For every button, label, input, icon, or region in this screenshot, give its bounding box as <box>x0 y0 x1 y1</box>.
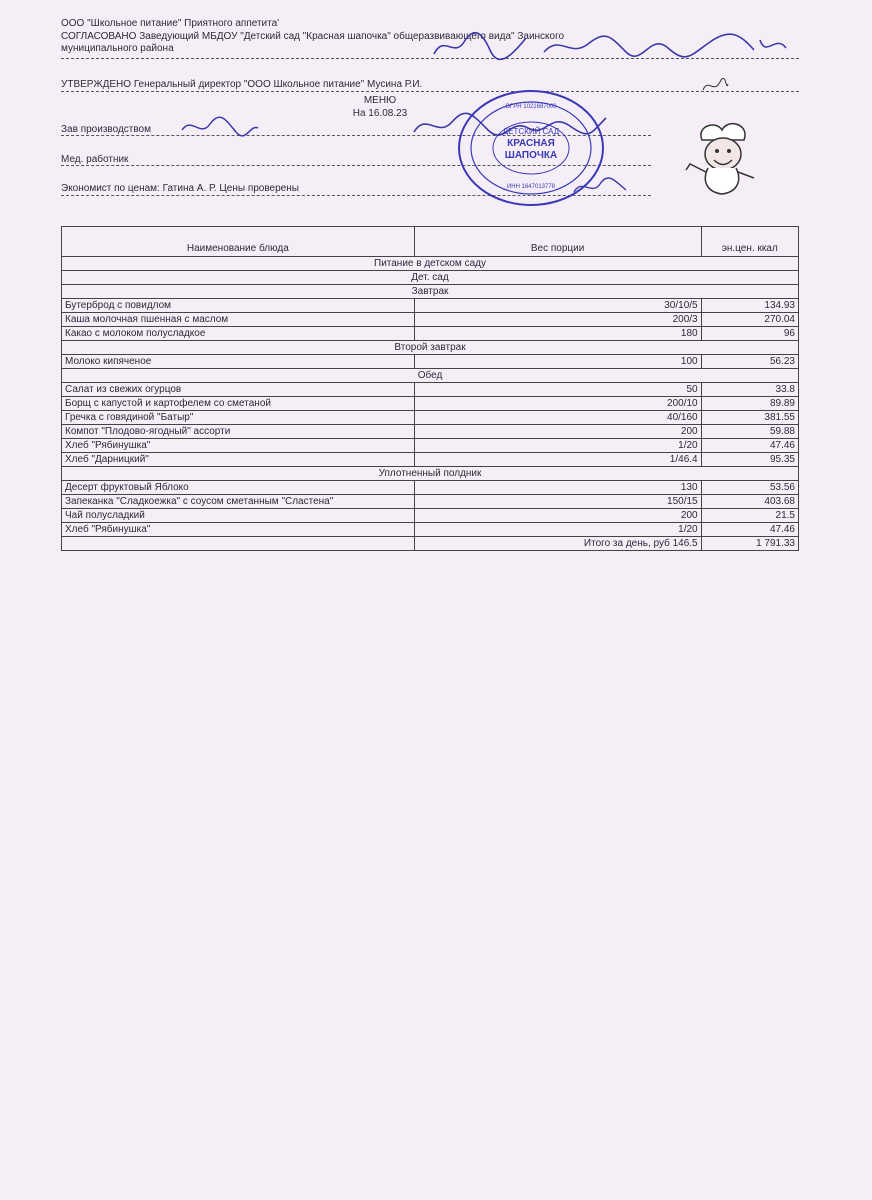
dish-weight: 40/160 <box>414 411 701 425</box>
table-row <box>62 355 799 369</box>
table-row <box>62 425 799 439</box>
dish-weight: 30/10/5 <box>414 299 701 313</box>
header-portion-weight: Вес порции <box>414 227 701 257</box>
dish-kcal: 134.93 <box>701 299 798 313</box>
section-title-sub: Дет. сад <box>62 271 799 285</box>
signature-agreed-2 <box>540 28 790 64</box>
table-row <box>62 327 799 341</box>
chef-logo <box>672 118 772 198</box>
dish-name: Гречка с говядиной "Батыр" <box>62 411 415 425</box>
meal-title: Второй завтрак <box>62 341 799 355</box>
signature-agreed-1 <box>430 28 530 64</box>
dish-name: Каша молочная пшенная с маслом <box>62 313 415 327</box>
dish-weight: 150/15 <box>414 495 701 509</box>
dish-weight: 50 <box>414 383 701 397</box>
meal-title: Завтрак <box>62 285 799 299</box>
agreed-line-2: муниципального района <box>61 43 174 54</box>
section-title-main: Питание в детском саду <box>62 257 799 271</box>
table-row <box>62 523 799 537</box>
total-label: Итого за день, руб 146.5 <box>414 537 701 551</box>
header-energy-value: эн.цен. ккал <box>701 227 798 257</box>
agreed-line-1: СОГЛАСОВАНО Заведующий МБДОУ "Детский сад "Красная шапочка" общеразвивающего вида" Заинского <box>61 31 565 42</box>
economist-line: Экономист по ценам: Гатина А. Р. Цены проверены <box>61 183 299 194</box>
dish-name: Какао с молоком полусладкое <box>62 327 415 341</box>
header-dish-name: Наименование блюда <box>62 227 415 257</box>
dish-name: Хлеб "Рябинушка" <box>62 523 415 537</box>
meal-title-row <box>62 369 799 383</box>
table-row <box>62 509 799 523</box>
dish-kcal: 95.35 <box>701 453 798 467</box>
table-row <box>62 453 799 467</box>
dish-name: Компот "Плодово-ягодный" ассорти <box>62 425 415 439</box>
dish-kcal: 270.04 <box>701 313 798 327</box>
menu-title: МЕНЮ <box>363 95 397 106</box>
meal-title: Уплотненный полдник <box>62 467 799 481</box>
dish-kcal: 21.5 <box>701 509 798 523</box>
stamp-inn: ИНН 1647013778 <box>506 184 556 190</box>
dish-name: Салат из свежих огурцов <box>62 383 415 397</box>
dish-kcal: 56.23 <box>701 355 798 369</box>
dish-kcal: 53.56 <box>701 481 798 495</box>
dish-name: Десерт фруктовый Яблоко <box>62 481 415 495</box>
dish-weight: 180 <box>414 327 701 341</box>
dish-name: Чай полусладкий <box>62 509 415 523</box>
total-empty-cell <box>62 537 415 551</box>
dish-weight: 1/20 <box>414 523 701 537</box>
dish-kcal: 59.88 <box>701 425 798 439</box>
dish-weight: 200 <box>414 425 701 439</box>
meal-title-row <box>62 285 799 299</box>
table-row <box>62 313 799 327</box>
dish-kcal: 89.89 <box>701 397 798 411</box>
meal-title: Обед <box>62 369 799 383</box>
dish-name: Молоко кипяченое <box>62 355 415 369</box>
section-row-sub <box>62 271 799 285</box>
dish-name: Бутерброд с повидлом <box>62 299 415 313</box>
approved-line: УТВЕРЖДЕНО Генеральный директор "ООО Школьное питание" Мусина Р.И. <box>61 79 423 90</box>
dish-name: Запеканка "Сладкоежка" с соусом сметанным "Сластена" <box>62 495 415 509</box>
stamp-ogrn: ОГРН 1021687000 <box>505 104 557 110</box>
dish-weight: 100 <box>414 355 701 369</box>
dish-weight: 200/3 <box>414 313 701 327</box>
meal-title-row <box>62 467 799 481</box>
table-row <box>62 299 799 313</box>
dish-name: Борщ с капустой и картофелем со сметаной <box>62 397 415 411</box>
section-row-main <box>62 257 799 271</box>
meal-title-row <box>62 341 799 355</box>
dish-weight: 1/20 <box>414 439 701 453</box>
dish-kcal: 403.68 <box>701 495 798 509</box>
dish-kcal: 47.46 <box>701 523 798 537</box>
table-row <box>62 495 799 509</box>
stamp-line-1: ДЕТСКИЙ САД <box>502 127 560 136</box>
dish-kcal: 47.46 <box>701 439 798 453</box>
dish-weight: 130 <box>414 481 701 495</box>
total-row <box>62 537 799 551</box>
dish-kcal: 33.8 <box>701 383 798 397</box>
table-row <box>62 481 799 495</box>
dish-kcal: 96 <box>701 327 798 341</box>
table-row <box>62 411 799 425</box>
dish-weight: 200 <box>414 509 701 523</box>
dish-weight: 200/10 <box>414 397 701 411</box>
company-name: ООО "Школьное питание" Приятного аппетита' <box>61 18 280 29</box>
official-stamp <box>456 88 606 208</box>
signature-production-1 <box>180 112 260 142</box>
table-row <box>62 397 799 411</box>
dish-name: Хлеб "Рябинушка" <box>62 439 415 453</box>
total-kcal: 1 791.33 <box>701 537 798 551</box>
menu-date: На 16.08.23 <box>352 108 408 119</box>
signature-approved <box>700 76 730 96</box>
table-header-row <box>62 227 799 257</box>
medic-label: Мед. работник <box>61 154 129 165</box>
dish-name: Хлеб "Дарницкий" <box>62 453 415 467</box>
stamp-line-3: ШАПОЧКА <box>504 150 558 161</box>
dish-weight: 1/46.4 <box>414 453 701 467</box>
table-row <box>62 383 799 397</box>
stamp-line-2: КРАСНАЯ <box>507 138 555 149</box>
approved-underline <box>61 91 799 92</box>
menu-table <box>61 226 799 551</box>
dish-kcal: 381.55 <box>701 411 798 425</box>
production-head-label: Зав производством <box>61 124 151 135</box>
table-row <box>62 439 799 453</box>
